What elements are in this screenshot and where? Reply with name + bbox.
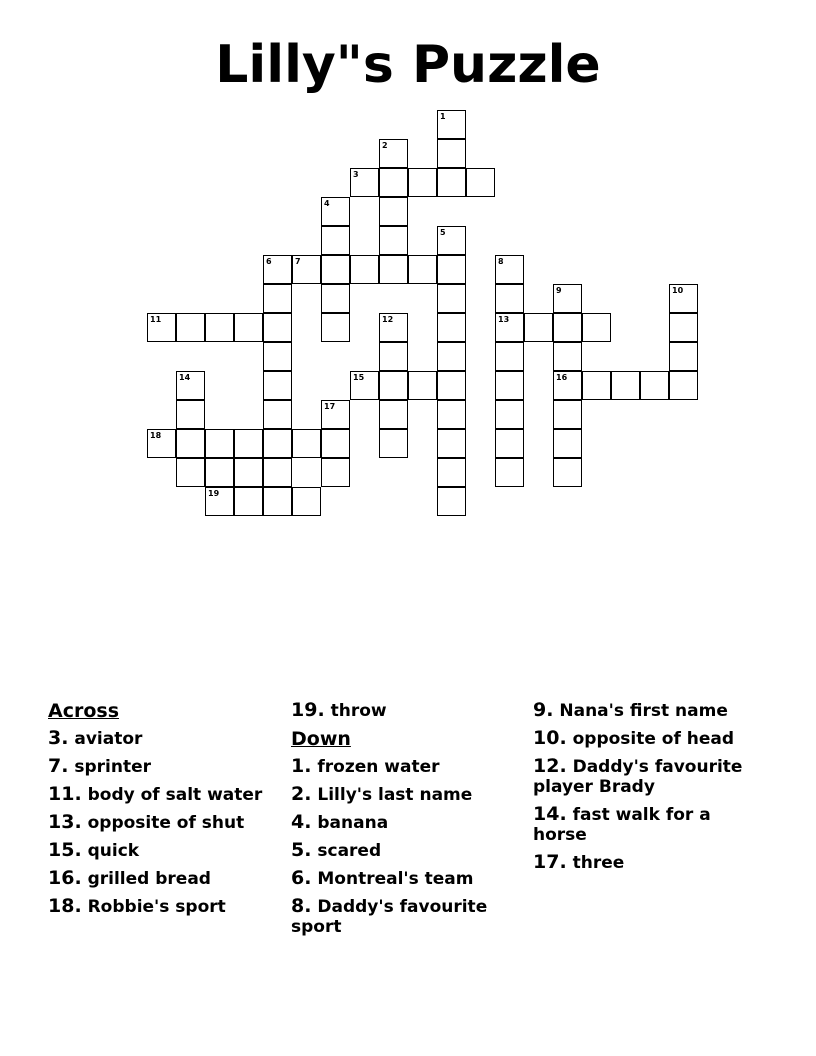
crossword-cell[interactable] — [292, 255, 321, 284]
clue-item-number: 14. — [533, 803, 567, 825]
crossword-cell[interactable] — [147, 429, 176, 458]
crossword-cell[interactable] — [553, 400, 582, 429]
clue-item-number: 12. — [533, 755, 567, 777]
crossword-cell[interactable] — [437, 400, 466, 429]
clue-number: 1 — [440, 112, 446, 121]
crossword-cell[interactable] — [321, 458, 350, 487]
crossword-cell[interactable] — [263, 371, 292, 400]
clue-number: 16 — [556, 373, 568, 382]
crossword-cell[interactable] — [437, 458, 466, 487]
clue-item — [48, 784, 283, 805]
crossword-cell[interactable] — [553, 429, 582, 458]
clue-item-number: 3. — [48, 727, 69, 749]
crossword-cell[interactable] — [321, 313, 350, 342]
crossword-cell[interactable] — [408, 255, 437, 284]
across-heading: Across — [48, 700, 120, 722]
crossword-cell[interactable] — [553, 313, 582, 342]
clue-number: 5 — [440, 228, 446, 237]
clue-number: 10 — [672, 286, 684, 295]
clue-number: 13 — [498, 315, 510, 324]
clue-item — [48, 812, 283, 833]
crossword-cell[interactable] — [553, 342, 582, 371]
crossword-cell[interactable] — [495, 284, 524, 313]
clue-item-text: opposite of shut — [87, 813, 245, 833]
crossword-cell[interactable] — [379, 197, 408, 226]
crossword-cell[interactable] — [263, 255, 292, 284]
clue-item-text: three — [572, 853, 625, 873]
crossword-cell[interactable] — [437, 226, 466, 255]
clue-number: 19 — [208, 489, 220, 498]
crossword-cell[interactable] — [640, 371, 669, 400]
clue-item — [533, 728, 768, 749]
crossword-cell[interactable] — [176, 458, 205, 487]
clue-item — [291, 700, 526, 721]
clue-item-number: 7. — [48, 755, 69, 777]
clue-item-number: 10. — [533, 727, 567, 749]
crossword-cell[interactable] — [437, 487, 466, 516]
crossword-cell[interactable] — [350, 255, 379, 284]
crossword-cell[interactable] — [176, 313, 205, 342]
clue-item — [533, 700, 768, 721]
crossword-cell[interactable] — [379, 371, 408, 400]
crossword-cell[interactable] — [495, 313, 524, 342]
crossword-cell[interactable] — [176, 429, 205, 458]
crossword-cell[interactable] — [553, 458, 582, 487]
crossword-cell[interactable] — [669, 284, 698, 313]
crossword-cell[interactable] — [669, 313, 698, 342]
clue-item-text: Lilly's last name — [317, 785, 473, 805]
crossword-cell[interactable] — [292, 429, 321, 458]
crossword-cell[interactable] — [263, 429, 292, 458]
crossword-cell[interactable] — [176, 371, 205, 400]
clue-number: 14 — [179, 373, 191, 382]
crossword-cell[interactable] — [263, 487, 292, 516]
clue-item — [291, 784, 526, 805]
clue-number: 7 — [295, 257, 301, 266]
crossword-cell[interactable] — [263, 313, 292, 342]
clue-number: 2 — [382, 141, 388, 150]
clue-item — [48, 840, 283, 861]
crossword-cell[interactable] — [176, 400, 205, 429]
crossword-cell[interactable] — [321, 400, 350, 429]
puzzle-title: Lilly"s Puzzle — [215, 35, 601, 95]
crossword-cell[interactable] — [379, 313, 408, 342]
clue-item-text: Robbie's sport — [87, 897, 226, 917]
clue-item-text: banana — [317, 813, 389, 833]
crossword-cell[interactable] — [437, 313, 466, 342]
crossword-cell[interactable] — [495, 371, 524, 400]
crossword-cell[interactable] — [437, 371, 466, 400]
clue-item-number: 18. — [48, 895, 82, 917]
clue-item — [533, 852, 768, 873]
clue-item-text: aviator — [74, 729, 143, 749]
clues-column-1 — [48, 700, 283, 924]
crossword-cell[interactable] — [205, 458, 234, 487]
clue-item — [291, 756, 526, 777]
crossword-cell[interactable] — [495, 429, 524, 458]
clue-item — [48, 868, 283, 889]
clue-item — [291, 896, 526, 937]
clue-item-number: 1. — [291, 755, 312, 777]
crossword-cell[interactable] — [495, 255, 524, 284]
clue-item-text: Montreal's team — [317, 869, 474, 889]
crossword-cell[interactable] — [147, 313, 176, 342]
crossword-cell[interactable] — [495, 458, 524, 487]
crossword-cell[interactable] — [669, 371, 698, 400]
crossword-cell[interactable] — [379, 400, 408, 429]
crossword-cell[interactable] — [350, 371, 379, 400]
clue-item-number: 11. — [48, 783, 82, 805]
clue-item-text: opposite of head — [572, 729, 735, 749]
clue-number: 15 — [353, 373, 365, 382]
clue-item-text: frozen water — [317, 757, 440, 777]
clue-item — [533, 804, 768, 845]
crossword-cell[interactable] — [553, 371, 582, 400]
clue-item-number: 5. — [291, 839, 312, 861]
crossword-cell[interactable] — [350, 168, 379, 197]
clue-item — [291, 840, 526, 861]
crossword-cell[interactable] — [263, 458, 292, 487]
crossword-cell[interactable] — [321, 197, 350, 226]
crossword-cell[interactable] — [437, 429, 466, 458]
crossword-cell[interactable] — [263, 342, 292, 371]
crossword-cell[interactable] — [437, 284, 466, 313]
crossword-cell[interactable] — [669, 342, 698, 371]
clue-item-text: fast walk for a horse — [533, 805, 711, 845]
clue-number: 11 — [150, 315, 162, 324]
crossword-cell[interactable] — [321, 429, 350, 458]
clue-number: 12 — [382, 315, 394, 324]
crossword-cell[interactable] — [321, 255, 350, 284]
crossword-cell[interactable] — [292, 487, 321, 516]
crossword-cell[interactable] — [408, 371, 437, 400]
clue-item-text: throw — [330, 701, 387, 721]
clue-item-text: sprinter — [74, 757, 152, 777]
clue-item — [48, 896, 283, 917]
clue-item-number: 2. — [291, 783, 312, 805]
clue-number: 4 — [324, 199, 330, 208]
clue-item — [48, 756, 283, 777]
crossword-cell[interactable] — [379, 139, 408, 168]
crossword-cell[interactable] — [379, 255, 408, 284]
crossword-cell[interactable] — [437, 168, 466, 197]
crossword-cell[interactable] — [205, 313, 234, 342]
clue-item-number: 9. — [533, 699, 554, 721]
crossword-cell[interactable] — [437, 342, 466, 371]
crossword-cell[interactable] — [437, 139, 466, 168]
crossword-cell[interactable] — [611, 371, 640, 400]
down-heading: Down — [291, 728, 351, 750]
crossword-cell[interactable] — [582, 371, 611, 400]
crossword-cell[interactable] — [495, 342, 524, 371]
clue-item-number: 17. — [533, 851, 567, 873]
clue-item-text: quick — [87, 841, 140, 861]
crossword-cell[interactable] — [234, 429, 263, 458]
clue-number: 17 — [324, 402, 336, 411]
crossword-cell[interactable] — [234, 458, 263, 487]
clue-item-number: 4. — [291, 811, 312, 833]
clue-item-text: Daddy's favourite sport — [291, 897, 488, 937]
crossword-cell[interactable] — [582, 313, 611, 342]
crossword-cell[interactable] — [234, 313, 263, 342]
clue-item-number: 19. — [291, 699, 325, 721]
clue-item-number: 6. — [291, 867, 312, 889]
clue-item-text: grilled bread — [87, 869, 211, 889]
clue-item-number: 16. — [48, 867, 82, 889]
crossword-cell[interactable] — [553, 284, 582, 313]
crossword-cell[interactable] — [234, 487, 263, 516]
crossword-cell[interactable] — [321, 226, 350, 255]
clue-item-text: Daddy's favourite player Brady — [533, 757, 743, 797]
clue-number: 8 — [498, 257, 504, 266]
crossword-cell[interactable] — [437, 110, 466, 139]
clue-item-text: scared — [317, 841, 382, 861]
clue-item — [291, 812, 526, 833]
clue-number: 3 — [353, 170, 359, 179]
clue-item-text: body of salt water — [87, 785, 263, 805]
crossword-cell[interactable] — [263, 400, 292, 429]
clue-item-number: 15. — [48, 839, 82, 861]
crossword-cell[interactable] — [379, 168, 408, 197]
crossword-cell[interactable] — [205, 429, 234, 458]
clue-number: 9 — [556, 286, 562, 295]
clue-item-text: Nana's first name — [559, 701, 728, 721]
crossword-cell[interactable] — [408, 168, 437, 197]
crossword-cell[interactable] — [379, 342, 408, 371]
clues-column-3 — [533, 700, 768, 880]
clue-item — [48, 728, 283, 749]
crossword-cell[interactable] — [437, 255, 466, 284]
crossword-cell[interactable] — [205, 487, 234, 516]
clue-number: 18 — [150, 431, 162, 440]
crossword-cell[interactable] — [379, 429, 408, 458]
clue-item-number: 13. — [48, 811, 82, 833]
clue-number: 6 — [266, 257, 272, 266]
crossword-cell[interactable] — [263, 284, 292, 313]
clues-column-2 — [291, 700, 526, 944]
clue-item — [291, 868, 526, 889]
crossword-cell[interactable] — [379, 226, 408, 255]
crossword-cell[interactable] — [466, 168, 495, 197]
crossword-cell[interactable] — [495, 400, 524, 429]
crossword-cell[interactable] — [524, 313, 553, 342]
clue-item — [533, 756, 768, 797]
clue-item-number: 8. — [291, 895, 312, 917]
crossword-cell[interactable] — [321, 284, 350, 313]
